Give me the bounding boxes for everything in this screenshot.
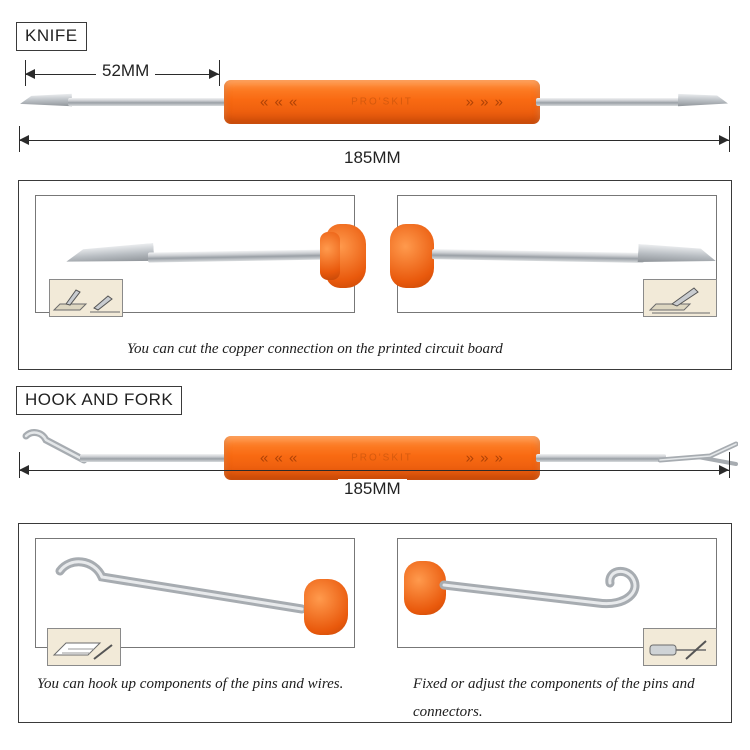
hook-grip-brand: PRO'SKIT: [351, 452, 413, 464]
knife-grip: [224, 80, 540, 124]
fork-panel-caption-right-line2: connectors.: [413, 704, 483, 720]
knife-closeup-blade: [65, 243, 154, 267]
fork-pictogram-right-icon: [643, 628, 717, 666]
knife-closeup-collar-right: [390, 224, 434, 288]
hook-panel-caption-left: You can hook up components of the pins and wires.: [37, 676, 344, 692]
knife-panel-caption: You can cut the copper connection on the printed circuit board: [127, 341, 503, 357]
dim-line-185-knife: [19, 140, 729, 141]
hook-fork-grip: [224, 436, 540, 480]
knife-right-blade: [678, 94, 728, 108]
dim-label-185-knife: 185MM: [338, 148, 407, 168]
hook-fork-detail-panel: [18, 523, 732, 723]
knife-closeup-shaft-right: [432, 249, 644, 263]
knife-closeup-collar-ring: [320, 232, 340, 280]
hook-grip-right-chevrons: » » »: [465, 449, 504, 467]
hook-left-shaft: [80, 454, 228, 462]
hook-closeup-collar: [304, 579, 348, 635]
knife-tool-illustration: [18, 72, 732, 134]
dim-arrow-185a-right: [719, 135, 729, 145]
fork-right-shaft: [536, 454, 666, 462]
dim-arrow-185b-right: [719, 465, 729, 475]
dim-tick-185b-right: [729, 452, 730, 478]
pcb-cut-pictogram-right-icon: [643, 279, 717, 317]
dim-label-185-hook: 185MM: [338, 479, 407, 499]
knife-closeup-shaft: [148, 249, 330, 262]
knife-closeup-blade-right: [638, 244, 717, 266]
dim-arrow-185b-left: [19, 465, 29, 475]
knife-left-shaft: [68, 98, 230, 106]
dim-tick-185a-right: [729, 126, 730, 152]
pcb-cut-pictogram-left-icon: [49, 279, 123, 317]
knife-grip-brand: PRO'SKIT: [351, 96, 413, 108]
hook-grip-left-chevrons: « « «: [260, 449, 299, 467]
knife-left-blade: [20, 94, 72, 108]
section-title-hook-and-fork: HOOK AND FORK: [16, 386, 182, 415]
hook-pictogram-left-icon: [47, 628, 121, 666]
knife-right-shaft: [536, 98, 684, 106]
knife-grip-right-chevrons: » » »: [465, 93, 504, 111]
dim-arrow-185a-left: [19, 135, 29, 145]
dim-label-52: 52MM: [96, 61, 155, 81]
fork-panel-caption-right-line1: Fixed or adjust the components of the pins and: [413, 676, 695, 692]
knife-detail-panel: [18, 180, 732, 370]
section-title-knife: KNIFE: [16, 22, 87, 51]
knife-grip-left-chevrons: « « «: [260, 93, 299, 111]
dim-line-185-hook: [19, 470, 729, 471]
